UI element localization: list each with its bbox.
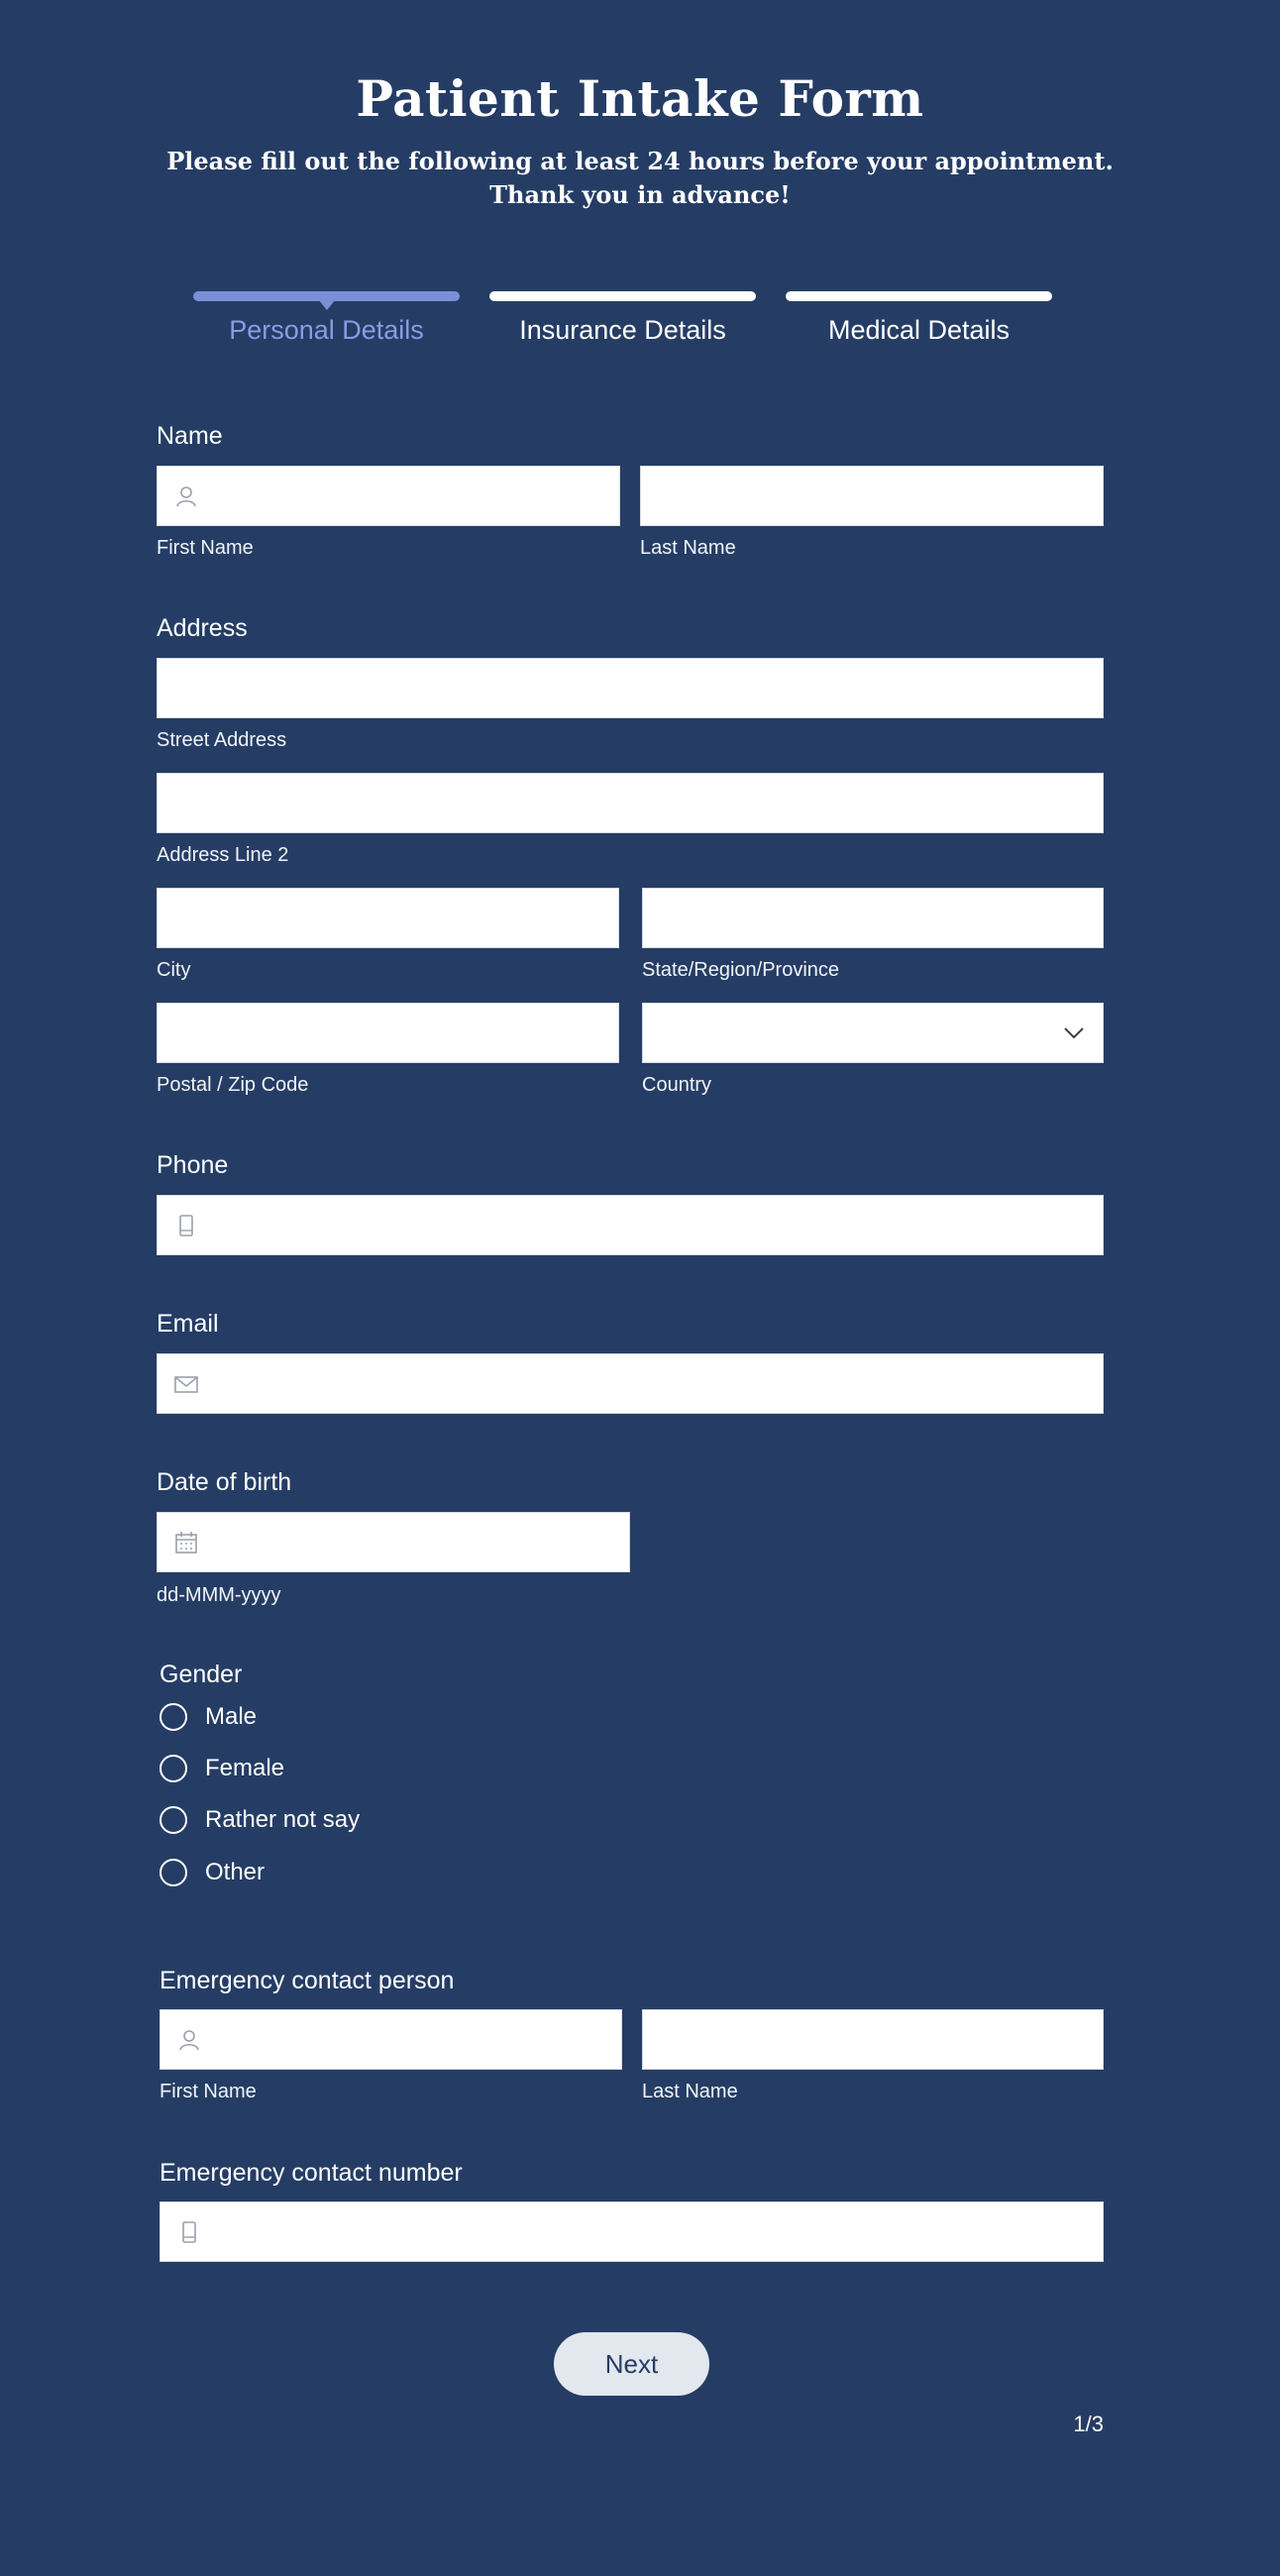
- radio-label: Male: [205, 1703, 258, 1730]
- phone-field[interactable]: [157, 1195, 1104, 1255]
- gender-option-rather-not-say[interactable]: [160, 1806, 360, 1834]
- state-field[interactable]: [642, 888, 1104, 948]
- last-name-field[interactable]: [640, 466, 1104, 526]
- emergency-first-name-input[interactable]: [160, 2010, 621, 2069]
- user-icon: [173, 483, 199, 509]
- tab-medical-details[interactable]: Medical Details: [827, 315, 1011, 345]
- phone-icon: [173, 1213, 199, 1238]
- address-label: Address: [157, 614, 248, 642]
- city-sublabel: City: [157, 959, 191, 981]
- step-bar-medical[interactable]: [786, 291, 1052, 301]
- emergency-number-input[interactable]: [160, 2202, 1103, 2261]
- emergency-number-label: Emergency contact number: [160, 2159, 463, 2187]
- emergency-last-name-sublabel: Last Name: [642, 2081, 738, 2102]
- calendar-icon[interactable]: [173, 1530, 199, 1556]
- phone-label: Phone: [157, 1151, 229, 1179]
- postal-code-input[interactable]: [158, 1004, 618, 1062]
- gender-option-other[interactable]: [160, 1859, 265, 1886]
- country-sublabel: Country: [642, 1074, 712, 1096]
- email-field[interactable]: [157, 1353, 1104, 1414]
- step-active-pointer: [318, 299, 336, 310]
- emergency-first-name-sublabel: First Name: [160, 2081, 257, 2102]
- state-sublabel: State/Region/Province: [642, 959, 840, 981]
- tab-insurance-details[interactable]: Insurance Details: [519, 315, 726, 345]
- address-line2-field[interactable]: [157, 773, 1104, 833]
- radio-label: Rather not say: [205, 1806, 361, 1833]
- gender-label: Gender: [160, 1661, 243, 1688]
- radio-label: Other: [205, 1859, 266, 1885]
- radio-button[interactable]: [160, 1755, 187, 1782]
- phone-input[interactable]: [158, 1196, 1103, 1254]
- city-field[interactable]: [157, 888, 619, 948]
- radio-button[interactable]: [160, 1703, 187, 1731]
- tab-personal-details[interactable]: Personal Details: [229, 315, 424, 345]
- address-line2-input[interactable]: [158, 774, 1103, 832]
- first-name-input[interactable]: [158, 467, 619, 525]
- street-address-field[interactable]: [157, 658, 1104, 718]
- emergency-number-field[interactable]: [160, 2201, 1104, 2262]
- state-input[interactable]: [643, 889, 1103, 947]
- gender-option-female[interactable]: [160, 1755, 284, 1782]
- envelope-icon: [173, 1371, 199, 1397]
- emergency-person-label: Emergency contact person: [160, 1967, 455, 1994]
- emergency-last-name-input[interactable]: [643, 2010, 1103, 2069]
- dob-field[interactable]: [157, 1512, 630, 1572]
- phone-icon: [176, 2219, 202, 2245]
- email-input[interactable]: [158, 1354, 1103, 1413]
- radio-button[interactable]: [160, 1859, 187, 1886]
- first-name-field[interactable]: [157, 466, 620, 526]
- dob-input[interactable]: [158, 1513, 629, 1571]
- country-select[interactable]: [642, 1003, 1104, 1063]
- email-label: Email: [157, 1310, 219, 1338]
- page-indicator: 1/3: [1073, 2412, 1104, 2436]
- emergency-first-name-field[interactable]: [160, 2009, 622, 2070]
- step-bar-insurance[interactable]: [489, 291, 756, 301]
- radio-button[interactable]: [160, 1806, 187, 1834]
- street-address-input[interactable]: [158, 659, 1103, 717]
- street-address-sublabel: Street Address: [157, 729, 287, 751]
- dob-label: Date of birth: [157, 1468, 292, 1496]
- city-input[interactable]: [158, 889, 618, 947]
- emergency-last-name-field[interactable]: [642, 2009, 1104, 2070]
- radio-label: Female: [205, 1755, 285, 1781]
- address-line2-sublabel: Address Line 2: [157, 844, 289, 866]
- user-icon: [176, 2027, 202, 2053]
- gender-option-male[interactable]: [160, 1703, 257, 1731]
- next-button[interactable]: Next: [554, 2332, 709, 2396]
- page-subtitle: Please fill out the following at least 24 hours before your appointment. Thank you in advance!: [166, 147, 1114, 209]
- first-name-sublabel: First Name: [157, 537, 254, 559]
- dob-format-hint: dd-MMM-yyyy: [157, 1584, 281, 1606]
- chevron-down-icon[interactable]: [1061, 1020, 1087, 1045]
- name-label: Name: [157, 422, 223, 450]
- postal-code-field[interactable]: [157, 1003, 619, 1063]
- last-name-sublabel: Last Name: [640, 537, 736, 559]
- page-title: Patient Intake Form: [356, 69, 924, 128]
- last-name-input[interactable]: [641, 467, 1103, 525]
- postal-code-sublabel: Postal / Zip Code: [157, 1074, 309, 1096]
